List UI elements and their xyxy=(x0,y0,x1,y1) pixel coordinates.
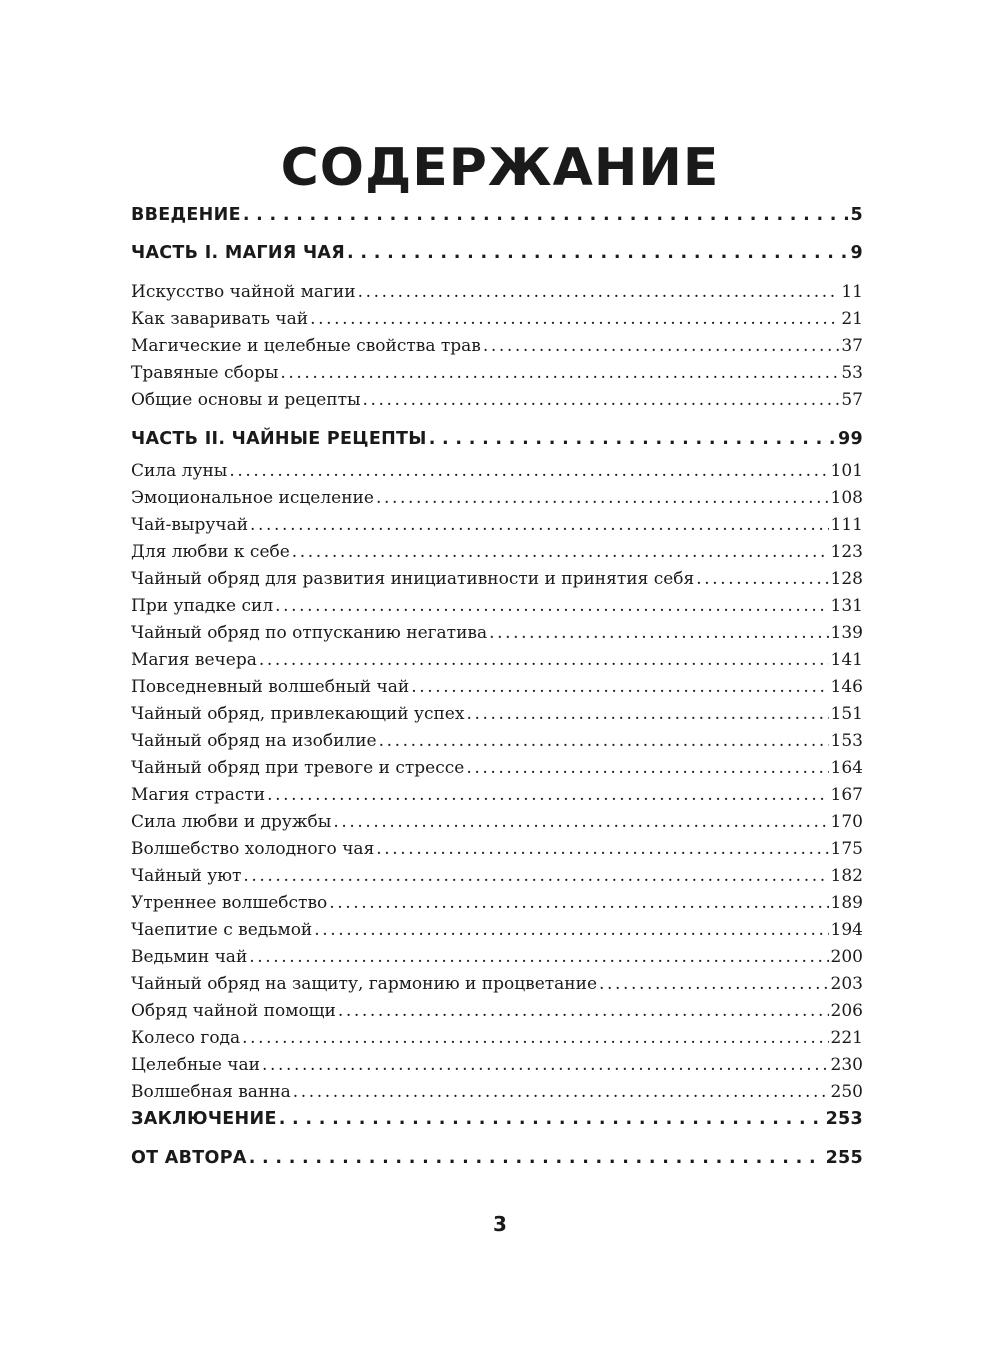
toc-entry-page: 221 xyxy=(830,1028,863,1048)
toc-entry-page: 141 xyxy=(830,650,863,670)
toc-entry-label: Магия страсти xyxy=(131,785,266,805)
dot-leader xyxy=(243,866,828,886)
dot-leader xyxy=(696,569,828,589)
dot-leader xyxy=(279,1109,824,1129)
toc-entry xyxy=(131,1109,863,1129)
dot-leader xyxy=(275,596,828,616)
dot-leader xyxy=(363,390,840,410)
toc-entry xyxy=(131,704,863,724)
toc-entry xyxy=(131,1082,863,1102)
toc-entry xyxy=(131,785,863,805)
toc-entry-label: Обряд чайной помощи xyxy=(131,1001,336,1021)
dot-leader xyxy=(358,282,840,302)
dot-leader xyxy=(243,205,849,225)
toc-entry-label: ВВЕДЕНИЕ xyxy=(131,205,241,225)
toc-entry-page: 253 xyxy=(825,1109,863,1129)
toc-entry-page: 250 xyxy=(830,1082,863,1102)
toc-entry-label: Ведьмин чай xyxy=(131,947,248,967)
toc-entry-label: Чайный обряд по отпусканию негатива xyxy=(131,623,488,643)
toc-entry xyxy=(131,731,863,751)
toc-entry-page: 108 xyxy=(830,488,863,508)
toc-entry-label: ЧАСТЬ I. МАГИЯ ЧАЯ xyxy=(131,243,346,263)
dot-leader xyxy=(338,1001,829,1021)
toc-entry-page: 123 xyxy=(830,542,863,562)
toc-entry-page: 57 xyxy=(841,390,863,410)
toc-entry-page: 200 xyxy=(830,947,863,967)
toc-entry-page: 53 xyxy=(841,363,863,383)
toc-entry xyxy=(131,839,863,859)
toc-entry-page: 131 xyxy=(830,596,863,616)
toc-entry-label: Искусство чайной магии xyxy=(131,282,356,302)
toc-entry xyxy=(131,429,863,449)
toc-entry xyxy=(131,596,863,616)
toc-entry-page: 111 xyxy=(830,515,863,535)
toc-entry-label: Волшебная ванна xyxy=(131,1082,291,1102)
page-title: СОДЕРЖАНИЕ xyxy=(280,138,720,198)
toc-entry-page: 139 xyxy=(830,623,863,643)
toc-entry-page: 230 xyxy=(830,1055,863,1075)
toc-entry xyxy=(131,569,863,589)
toc-entry xyxy=(131,243,863,263)
toc-entry xyxy=(131,488,863,508)
toc-entry-label: Как заваривать чай xyxy=(131,309,309,329)
toc-entry xyxy=(131,812,863,832)
toc-entry xyxy=(131,1028,863,1048)
toc-entry-label: Чайный обряд на изобилие xyxy=(131,731,377,751)
toc-entry xyxy=(131,893,863,913)
dot-leader xyxy=(250,515,829,535)
toc-entry-page: 189 xyxy=(830,893,863,913)
toc-entry-page: 164 xyxy=(830,758,863,778)
toc-entry-page: 203 xyxy=(830,974,863,994)
toc-entry xyxy=(131,623,863,643)
toc-entry-label: Чайный обряд для развития инициативности и принятия себя xyxy=(131,569,695,589)
toc-entry-page: 5 xyxy=(850,205,863,225)
dot-leader xyxy=(293,1082,829,1102)
toc-entry-page: 153 xyxy=(830,731,863,751)
toc-entry xyxy=(131,205,863,225)
toc-entry-label: Магические и целебные свойства трав xyxy=(131,336,481,356)
dot-leader xyxy=(229,461,828,481)
toc-entry xyxy=(131,461,863,481)
toc-entry-page: 175 xyxy=(830,839,863,859)
toc-entry-label: Чаепитие с ведьмой xyxy=(131,920,313,940)
toc-entry-label: Магия вечера xyxy=(131,650,257,670)
dot-leader xyxy=(411,677,828,697)
toc-entry xyxy=(131,677,863,697)
toc-entry-page: 167 xyxy=(830,785,863,805)
toc-entry-label: Сила луны xyxy=(131,461,228,481)
toc-entry-page: 37 xyxy=(841,336,863,356)
toc-entry-page: 255 xyxy=(825,1148,863,1168)
dot-leader xyxy=(466,704,828,724)
toc-entry-page: 206 xyxy=(830,1001,863,1021)
toc-entry xyxy=(131,309,863,329)
dot-leader xyxy=(376,488,829,508)
toc-entry-label: Повседневный волшебный чай xyxy=(131,677,410,697)
page-number: 3 xyxy=(493,1212,507,1236)
dot-leader xyxy=(262,1055,829,1075)
toc-entry-label: ЧАСТЬ II. ЧАЙНЫЕ РЕЦЕПТЫ xyxy=(131,429,427,449)
dot-leader xyxy=(259,650,829,670)
dot-leader xyxy=(314,920,828,940)
toc-entry-label: ОТ АВТОРА xyxy=(131,1148,247,1168)
toc-entry xyxy=(131,1148,863,1168)
dot-leader xyxy=(379,731,829,751)
dot-leader xyxy=(292,542,829,562)
dot-leader xyxy=(376,839,828,859)
toc-entry xyxy=(131,650,863,670)
toc-entry-page: 99 xyxy=(838,429,863,449)
toc-entry-page: 194 xyxy=(830,920,863,940)
toc-entry-page: 151 xyxy=(830,704,863,724)
toc-entry-page: 9 xyxy=(850,243,863,263)
toc-entry-label: Травяные сборы xyxy=(131,363,279,383)
dot-leader xyxy=(267,785,828,805)
toc-entry xyxy=(131,282,863,302)
dot-leader xyxy=(347,243,848,263)
toc-entry xyxy=(131,336,863,356)
dot-leader xyxy=(310,309,839,329)
toc-entry-label: Чай-выручай xyxy=(131,515,249,535)
toc-entry xyxy=(131,542,863,562)
dot-leader xyxy=(599,974,829,994)
dot-leader xyxy=(466,758,828,778)
toc-entry-label: При упадке сил xyxy=(131,596,274,616)
toc-entry xyxy=(131,947,863,967)
toc-entry xyxy=(131,390,863,410)
toc-entry-page: 21 xyxy=(841,309,863,329)
toc-entry xyxy=(131,866,863,886)
toc-entry-label: Эмоциональное исцеление xyxy=(131,488,374,508)
toc-entry xyxy=(131,515,863,535)
toc-entry-label: Чайный обряд на защиту, гармонию и процветание xyxy=(131,974,598,994)
dot-leader xyxy=(242,1028,828,1048)
toc-entry-label: Чайный обряд, привлекающий успех xyxy=(131,704,465,724)
toc-entry-page: 182 xyxy=(830,866,863,886)
dot-leader xyxy=(249,1148,824,1168)
dot-leader xyxy=(429,429,836,449)
toc-entry xyxy=(131,1055,863,1075)
toc-entry-label: Чайный обряд при тревоге и стрессе xyxy=(131,758,465,778)
toc-entry-label: Общие основы и рецепты xyxy=(131,390,361,410)
toc-entry-label: Целебные чаи xyxy=(131,1055,261,1075)
dot-leader xyxy=(329,893,828,913)
toc-entry-page: 101 xyxy=(830,461,863,481)
toc-entry-label: Чайный уют xyxy=(131,866,242,886)
toc-entry-label: ЗАКЛЮЧЕНИЕ xyxy=(131,1109,277,1129)
dot-leader xyxy=(249,947,828,967)
toc-entry-page: 11 xyxy=(841,282,863,302)
toc-entry xyxy=(131,1001,863,1021)
toc-entry-page: 146 xyxy=(830,677,863,697)
toc-entry-page: 170 xyxy=(830,812,863,832)
dot-leader xyxy=(333,812,828,832)
toc-entry-label: Колесо года xyxy=(131,1028,241,1048)
toc-entry-label: Сила любви и дружбы xyxy=(131,812,332,832)
toc-entry-label: Для любви к себе xyxy=(131,542,290,562)
dot-leader xyxy=(280,363,839,383)
toc-entry-label: Утреннее волшебство xyxy=(131,893,328,913)
dot-leader xyxy=(483,336,840,356)
toc-entry xyxy=(131,920,863,940)
toc-entry-label: Волшебство холодного чая xyxy=(131,839,375,859)
toc-entry-page: 128 xyxy=(830,569,863,589)
toc-entry xyxy=(131,363,863,383)
dot-leader xyxy=(489,623,828,643)
toc-entry xyxy=(131,758,863,778)
toc-entry xyxy=(131,974,863,994)
